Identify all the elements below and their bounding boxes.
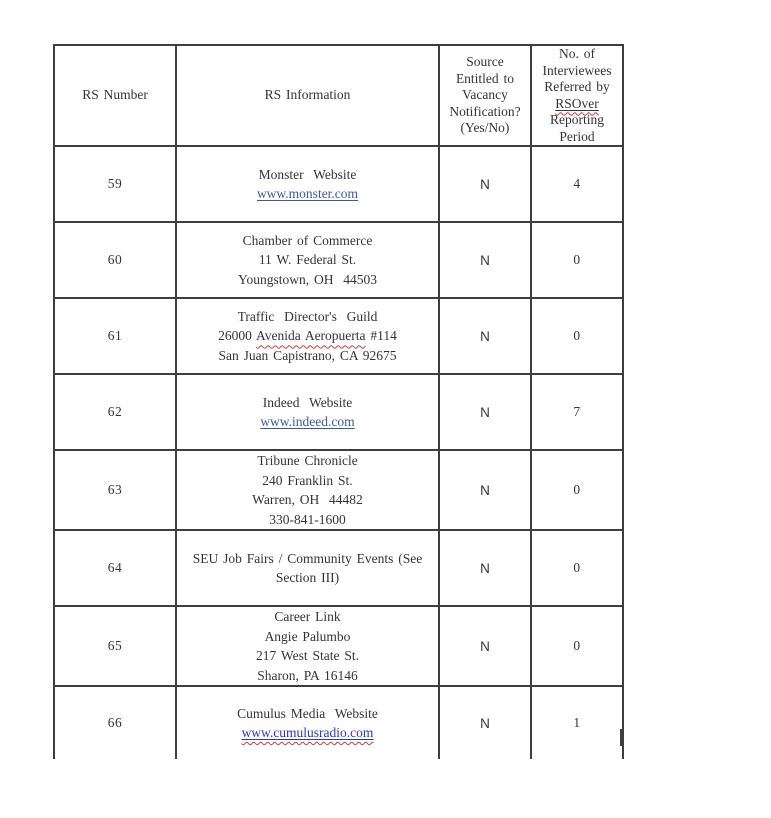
- referrals-count-cell: 1: [531, 686, 623, 759]
- vacancy-notification-cell: N: [439, 374, 531, 450]
- column-header-rs-number: [54, 45, 176, 146]
- header-line: [55, 87, 175, 104]
- header-line: [440, 87, 530, 104]
- text-segment: [543, 63, 612, 78]
- info-link[interactable]: [257, 186, 358, 201]
- text-segment: [218, 328, 256, 343]
- info-line: [177, 307, 438, 327]
- text-segment: [237, 706, 378, 721]
- info-line: [177, 723, 438, 743]
- info-line: [177, 451, 438, 471]
- text-segment-inner: Traffic Director's Guild: [237, 308, 378, 324]
- info-line: [177, 646, 438, 666]
- header-line: [532, 46, 622, 63]
- text-segment-inner: Period: [559, 128, 595, 144]
- text-segment: [238, 309, 378, 324]
- text-segment-inner: Section III): [275, 570, 340, 585]
- table-row: [54, 222, 623, 298]
- info-line: [177, 510, 438, 530]
- table-row: [54, 450, 623, 530]
- text-segment-inner: RS Information: [264, 87, 351, 103]
- table-row: [54, 298, 623, 374]
- text-segment: [265, 87, 351, 102]
- text-segment-inner: #114: [365, 328, 397, 344]
- text-segment-inner: RSOver: [555, 95, 599, 111]
- info-line: [177, 326, 438, 346]
- text-segment: [256, 328, 366, 343]
- text-segment: [555, 96, 599, 111]
- text-segment: [276, 570, 339, 585]
- table-body: [54, 146, 623, 759]
- column-header-vacancy-notification: [439, 45, 531, 146]
- rs-info-cell: [176, 530, 439, 606]
- rs-info-cell: [176, 146, 439, 222]
- text-segment: [274, 609, 340, 624]
- text-segment-inner: www.monster.com: [256, 186, 359, 201]
- text-segment-inner: Notification?: [449, 103, 521, 119]
- column-header-interviewees-referred: [531, 45, 623, 146]
- referrals-count-cell: 0: [531, 298, 623, 374]
- text-segment-inner: Entitled to: [455, 70, 515, 86]
- text-segment: [559, 129, 594, 144]
- text-segment-inner: Tribune Chronicle: [257, 453, 358, 468]
- info-line: [177, 471, 438, 491]
- table-row: [54, 530, 623, 606]
- rs-number-cell: 59: [54, 146, 176, 222]
- text-segment: [462, 87, 508, 102]
- referrals-count-cell: 7: [531, 374, 623, 450]
- info-line: [177, 346, 438, 366]
- info-line: [177, 627, 438, 647]
- text-segment: [262, 473, 352, 488]
- header-line: [440, 104, 530, 121]
- vacancy-notification-cell: N: [439, 606, 531, 686]
- text-segment: [449, 104, 520, 119]
- info-line: [177, 184, 438, 204]
- referrals-count-cell: 0: [531, 222, 623, 298]
- info-line: [177, 393, 438, 413]
- text-segment-inner: No. of: [559, 46, 595, 61]
- text-segment-inner: Reporting: [550, 112, 604, 127]
- header-line: [440, 54, 530, 71]
- table-row: [54, 606, 623, 686]
- header-line: [532, 112, 622, 129]
- text-segment-inner: Career Link: [274, 609, 341, 624]
- text-segment: [456, 71, 514, 86]
- table-row: [54, 146, 623, 222]
- info-line: [177, 250, 438, 270]
- rs-number-cell: 64: [54, 530, 176, 606]
- rs-number-cell: 62: [54, 374, 176, 450]
- info-line: [177, 490, 438, 510]
- rs-info-cell: [176, 686, 439, 759]
- text-segment: [466, 54, 504, 69]
- info-line: [177, 666, 438, 686]
- info-line: [177, 412, 438, 432]
- rs-info-cell: [176, 298, 439, 374]
- text-segment: [559, 46, 595, 61]
- vacancy-notification-cell: N: [439, 686, 531, 759]
- text-segment-inner: 240 Franklin St.: [262, 472, 353, 488]
- info-link[interactable]: [260, 414, 354, 429]
- vacancy-notification-cell: N: [439, 146, 531, 222]
- vacancy-notification-cell: N: [439, 222, 531, 298]
- rs-number-cell: 63: [54, 450, 176, 530]
- text-segment-inner: RS Number: [82, 87, 148, 103]
- text-segment: [193, 551, 423, 566]
- referrals-count-cell: 4: [531, 146, 623, 222]
- border-artifact: [620, 729, 623, 746]
- text-segment-inner: Indeed Website: [262, 394, 353, 410]
- info-line: [177, 568, 438, 588]
- info-link[interactable]: [242, 725, 374, 740]
- rs-number-cell: 66: [54, 686, 176, 759]
- table-header: [54, 45, 623, 146]
- header-line: [177, 87, 438, 104]
- text-segment: [259, 167, 357, 182]
- text-segment: [544, 79, 610, 94]
- header-row: [54, 45, 623, 146]
- header-line: [532, 96, 622, 113]
- text-segment-inner: 11 W. Federal St.: [258, 252, 357, 268]
- text-segment: [550, 112, 604, 127]
- rs-number-cell: 65: [54, 606, 176, 686]
- referrals-count-cell: 0: [531, 530, 623, 606]
- text-segment: [269, 512, 346, 527]
- text-segment-inner: Cumulus Media Website: [237, 705, 378, 721]
- text-segment: [256, 648, 359, 663]
- text-segment-inner: Avenida Aeropuerta: [255, 328, 366, 344]
- vacancy-notification-cell: N: [439, 450, 531, 530]
- text-segment-inner: Warren, OH 44482: [252, 492, 363, 507]
- text-segment-inner: 26000: [218, 328, 256, 344]
- text-segment: [461, 120, 510, 135]
- rs-number-cell: 61: [54, 298, 176, 374]
- header-line: [532, 129, 622, 146]
- text-segment-inner: www.indeed.com: [260, 414, 355, 429]
- text-segment: [238, 272, 377, 287]
- text-segment-inner: Chamber of Commerce: [242, 232, 373, 248]
- recruitment-source-table: [53, 44, 624, 759]
- text-segment: [82, 87, 148, 102]
- info-line: [177, 607, 438, 627]
- referrals-count-cell: 0: [531, 606, 623, 686]
- table-row: [54, 686, 623, 759]
- rs-number-cell: 60: [54, 222, 176, 298]
- rs-info-cell: [176, 606, 439, 686]
- text-segment-inner: San Juan Capistrano, CA 92675: [218, 347, 397, 363]
- text-segment: [218, 348, 396, 363]
- header-line: [532, 79, 622, 96]
- header-line: [440, 120, 530, 137]
- info-line: [177, 270, 438, 290]
- vacancy-notification-cell: N: [439, 298, 531, 374]
- text-segment: [366, 328, 397, 343]
- column-header-rs-information: [176, 45, 439, 146]
- text-segment-inner: Vacancy: [462, 87, 508, 103]
- text-segment-inner: Source: [466, 54, 504, 70]
- text-segment: [252, 492, 363, 507]
- info-line: [177, 549, 438, 569]
- text-segment-inner: SEU Job Fairs / Community Events (See: [192, 550, 423, 566]
- text-segment-inner: Referred by: [544, 79, 610, 94]
- rs-info-cell: [176, 222, 439, 298]
- text-segment: [257, 453, 357, 468]
- text-segment-inner: Youngstown, OH 44503: [238, 271, 377, 287]
- text-segment: [243, 233, 373, 248]
- text-segment-inner: www.cumulusradio.com: [241, 725, 374, 740]
- rs-info-cell: [176, 374, 439, 450]
- text-segment-inner: Interviewees: [542, 62, 612, 78]
- text-segment-inner: (Yes/No): [460, 120, 510, 136]
- text-segment-inner: Monster Website: [258, 166, 357, 182]
- text-segment-inner: Sharon, PA 16146: [257, 667, 358, 683]
- info-line: [177, 165, 438, 185]
- vacancy-notification-cell: N: [439, 530, 531, 606]
- text-segment-inner: Angie Palumbo: [264, 628, 351, 644]
- info-line: [177, 704, 438, 724]
- text-segment: [263, 395, 352, 410]
- text-segment-inner: 330-841-1600: [269, 511, 346, 527]
- referrals-count-cell: 0: [531, 450, 623, 530]
- table-row: [54, 374, 623, 450]
- text-segment: [259, 252, 356, 267]
- text-segment-inner: 217 West State St.: [256, 648, 359, 663]
- info-line: [177, 231, 438, 251]
- header-line: [532, 63, 622, 80]
- text-segment: [257, 668, 357, 683]
- rs-info-cell: [176, 450, 439, 530]
- header-line: [440, 71, 530, 88]
- text-segment: [265, 629, 351, 644]
